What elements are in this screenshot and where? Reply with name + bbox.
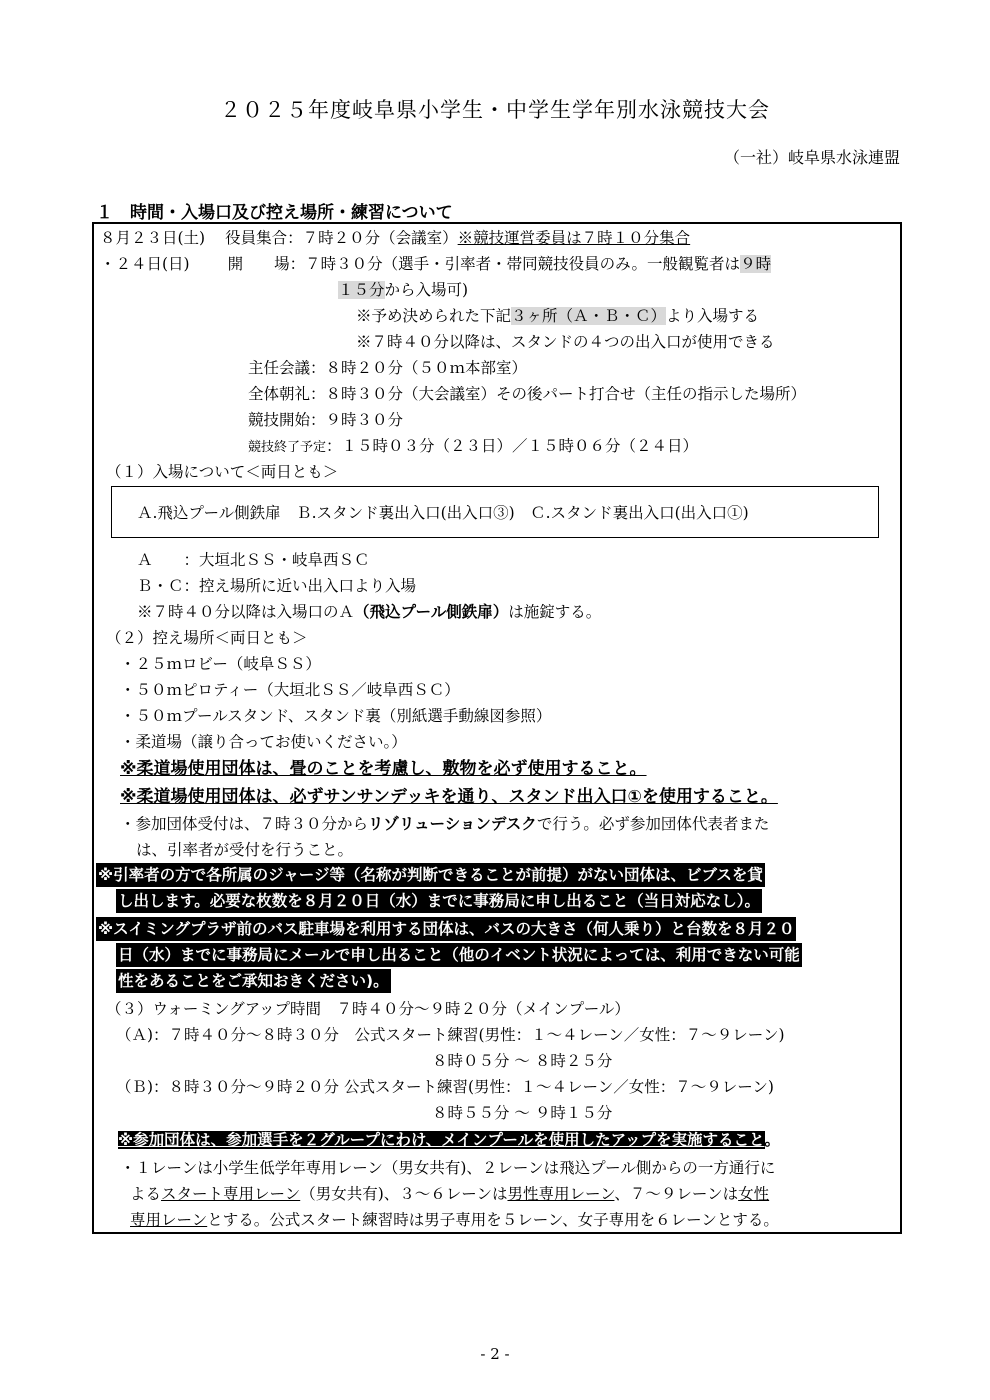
lock-note-bold: （飛込プール側鉄扉） [354, 603, 509, 621]
reception-a: ・参加団体受付は、７時３０分から [120, 815, 369, 833]
entry-lock-note [137, 600, 601, 624]
label-opening: 開 場： [227, 255, 306, 273]
schedule-line-3 [338, 278, 468, 302]
lock-note-a: ※７時４０分以降は入場口のＡ [137, 603, 355, 621]
waiting-heading: （２）控え場所＜両日とも＞ [106, 629, 308, 647]
organizer: （一社）岐阜県水泳連盟 [723, 148, 900, 167]
entry-points-highlight: ３ヶ所（Ａ・Ｂ・Ｃ） [511, 307, 667, 325]
spectator-time-highlight-2: １５分 [338, 281, 385, 299]
lock-note-b: は施錠する。 [508, 603, 602, 621]
label-competition-end: 競技終了予定 [248, 440, 327, 455]
schedule-line-1 [100, 226, 690, 250]
label-officials-gather: 役員集合： [225, 229, 303, 247]
entry-a: Ａ ：大垣北ＳＳ・岐阜西ＳＣ [137, 551, 370, 569]
group-note-end: 。 [764, 1131, 781, 1149]
entry-bc: Ｂ・Ｃ：控え場所に近い出入口より入場 [137, 577, 417, 595]
warmup-a: （Ａ)：７時４０分～８時３０分 公式スタート練習(男性：１～４レーン／女性：７～９レーン) [116, 1026, 785, 1044]
reception-line-1 [120, 812, 769, 836]
date-24: ・２４日(日) [100, 255, 190, 273]
competition-end-time: ：１５時０３分（２３日）／１５時０６分（２４日） [326, 437, 699, 455]
spectator-time-highlight: ９時 [740, 255, 772, 273]
reception-line-2: は、引率者が受付を行うこと。 [136, 841, 354, 859]
label-chief-meeting: 主任会議： [248, 359, 326, 377]
female-lane-label: 女性 [738, 1185, 770, 1203]
bibs-notice-2: し出します。必要な枚数を８月２０日（水）までに事務局に申し出ること（当日対応なし）。 [116, 889, 762, 913]
start-lane-label: スタート専用レーン [161, 1185, 301, 1203]
schedule-line-8 [248, 408, 403, 432]
group-note-text: ※参加団体は、参加選手を２グループにわけ、メインプールを使用したアップを実施すること [118, 1131, 765, 1149]
bibs-notice-1: ※引率者の方で各所属のジャージ等（名称が判断できることが前提）がない団体は、ビブスを貸 [96, 863, 765, 887]
schedule-line-7 [248, 382, 806, 406]
entry-note-a: ※予め決められた下記 [356, 307, 512, 325]
committee-note: ※競技運営委員は７時１０分集合 [457, 229, 691, 247]
waiting-item: ・２５ｍロビー（岐阜ＳＳ） [120, 655, 321, 673]
entry-note-b: より入場する [666, 307, 760, 325]
lane2-a: よる [130, 1185, 162, 1203]
lane2-b: （男女共有)、３～６レーンは [300, 1185, 508, 1203]
opening-time: ７時３０分（選手・引率者・帯同競技役員のみ。一般観覧者は [305, 255, 741, 273]
group-note [118, 1128, 780, 1152]
warmup-heading: （３）ウォーミングアップ時間 ７時４０分～９時２０分（メインプール） [106, 1000, 630, 1018]
officials-gather-time: ７時２０分（会議室） [302, 229, 458, 247]
schedule-line-4 [356, 304, 759, 328]
lane-line-2 [130, 1182, 769, 1206]
entry-points-text: Ａ.飛込プール側鉄扉 Ｂ.スタンド裏出入口(出入口③) Ｃ.スタンド裏出入口(出入口①) [137, 504, 749, 522]
schedule-line-5: ※７時４０分以降は、スタンドの４つの出入口が使用できる [356, 333, 775, 351]
lane-line-1: ・１レーンは小学生低学年専用レーン（男女共有)、２レーンは飛込プール側からの一方通行に [120, 1159, 776, 1177]
reception-b: で行う。必ず参加団体代表者また [536, 815, 770, 833]
waiting-item: ・柔道場（譲り合ってお使いください。） [120, 733, 407, 751]
page-title: ２０２５年度岐阜県小学生・中学生学年別水泳競技大会 [220, 98, 770, 122]
waiting-item: ・５０ｍプールスタンド、スタンド裏（別紙選手動線図参照） [120, 707, 552, 725]
date-23: ８月２３日(土) [100, 229, 206, 247]
section-heading: １ 時間・入場口及び控え場所・練習について [96, 203, 453, 223]
assembly-time: ８時３０分（大会議室）その後パート打合せ（主任の指示した場所） [325, 385, 807, 403]
lane2-c: 、７～９レーンは [614, 1185, 739, 1203]
lane3-b: とする。公式スタート練習時は男子専用を５レーン、女子専用を６レーンとする。 [207, 1211, 779, 1229]
reception-desk: リゾリューションデスク [368, 815, 537, 833]
label-assembly: 全体朝礼： [248, 385, 326, 403]
warmup-b: （Ｂ)：８時３０分～９時２０分 公式スタート練習(男性：１～４レーン／女性：７～９レーン) [116, 1078, 774, 1096]
lane-line-3 [130, 1208, 779, 1232]
schedule-line-2 [100, 252, 771, 276]
entry-heading: （１）入場について＜両日とも＞ [106, 463, 339, 481]
warmup-a-start-time: ８時０５分 ～ ８時２５分 [432, 1052, 613, 1070]
competition-start-time: ９時３０分 [325, 411, 404, 429]
bus-notice-1: ※スイミングプラザ前のバス駐車場を利用する団体は、バスの大きさ（何人乗り）と台数を８月２０ [96, 917, 796, 941]
male-lane-label: 男性専用レーン [507, 1185, 615, 1203]
chief-meeting-time: ８時２０分（５０ｍ本部室） [325, 359, 528, 377]
spectator-entry-text: から入場可) [384, 281, 469, 299]
schedule-line-6 [248, 356, 527, 380]
warmup-b-start-time: ８時５５分 ～ ９時１５分 [432, 1104, 613, 1122]
female-lane-label-2: 専用レーン [130, 1211, 208, 1229]
page-number: - 2 - [480, 1345, 510, 1363]
bus-notice-2: 日（水）までに事務局にメールで申し出ること（他のイベント状況によっては、利用できない可能 [116, 943, 802, 967]
waiting-item: ・５０ｍピロティー（大垣北ＳＳ／岐阜西ＳＣ） [120, 681, 460, 699]
bus-notice-3: 性をあることをご承知おきください)。 [116, 969, 391, 993]
judo-note-1: ※柔道場使用団体は、畳のことを考慮し、敷物を必ず使用すること。 [120, 759, 647, 779]
schedule-line-9 [248, 434, 698, 460]
judo-note-2: ※柔道場使用団体は、必ずサンサンデッキを通り、スタンド出入口①を使用すること。 [120, 787, 778, 807]
label-competition-start: 競技開始： [248, 411, 326, 429]
